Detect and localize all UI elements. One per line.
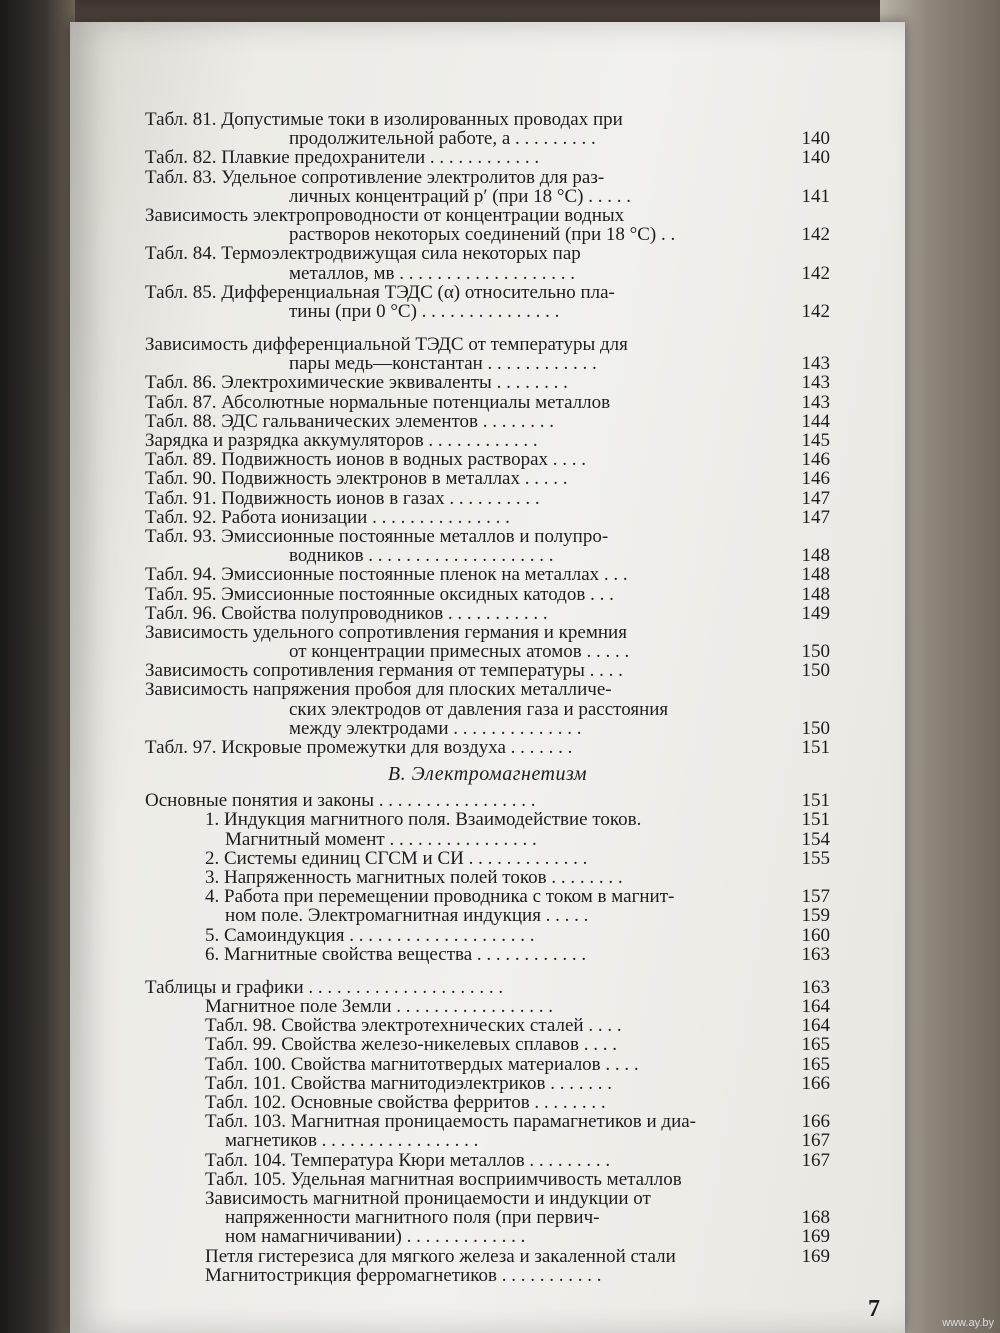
- toc-entry-title: 4. Работа при перемещении проводника с током в магнит-: [205, 886, 675, 908]
- toc-entry-title: личных концентраций p′ (при 18 °C) . . . . .: [289, 185, 631, 207]
- toc-entry: [145, 148, 830, 167]
- toc-entry-title: пары медь—константан . . . . . . . . . . . .: [289, 353, 597, 375]
- toc-entry-page: 146: [801, 468, 830, 490]
- toc-entry: [145, 1151, 830, 1170]
- toc-entry: [145, 719, 830, 738]
- toc-entry: [145, 849, 830, 868]
- toc-entry: [145, 431, 830, 450]
- toc-entry: [145, 791, 830, 810]
- toc-entry: [145, 830, 830, 849]
- toc-entry: [145, 1227, 830, 1246]
- toc-entry-page: 151: [801, 737, 830, 758]
- toc-entry-title: металлов, мв . . . . . . . . . . . . . . . . . . .: [289, 262, 576, 284]
- toc-entry-page: 146: [801, 449, 830, 471]
- toc-entry-page: 165: [801, 1053, 830, 1075]
- toc-entry-title: Табл. 81. Допустимые токи в изолированных проводах при: [145, 109, 623, 130]
- toc-entry-page: 157: [801, 886, 830, 908]
- toc-entry-page: 144: [801, 410, 830, 432]
- spacer: [145, 964, 830, 978]
- toc-entry-page: 164: [801, 996, 830, 1018]
- toc-entry-page: 140: [801, 128, 830, 150]
- toc-entry-title: ном поле. Электромагнитная индукция . . . . .: [225, 905, 589, 927]
- toc-entry-title: Табл. 88. ЭДС гальванических элементов . . . . . . . .: [145, 410, 555, 432]
- toc-entry: [145, 1266, 830, 1285]
- toc-entry: [145, 168, 830, 187]
- toc-entry-title: 1. Индукция магнитного поля. Взаимодействие токов.: [205, 809, 642, 831]
- toc-entry: [145, 1247, 830, 1266]
- toc-entry-page: 147: [801, 506, 830, 528]
- toc-entry-page: 167: [801, 1130, 830, 1152]
- toc-entry-page: 143: [801, 353, 830, 375]
- toc-entry: [145, 1170, 830, 1189]
- toc-entry-page: 141: [801, 185, 830, 207]
- toc-entry-title: Зарядка и разрядка аккумуляторов . . . . . . . . . . . .: [145, 430, 538, 451]
- toc-entry-page: 150: [801, 641, 830, 663]
- toc-entry-title: продолжительной работе, а . . . . . . . . .: [289, 128, 596, 150]
- toc-entry-title: Табл. 90. Подвижность электронов в металлах . . . . .: [145, 468, 568, 490]
- toc-entry-title: 6. Магнитные свойства вещества . . . . . . . . . . . .: [205, 943, 587, 965]
- toc-entry-page: 164: [801, 1015, 830, 1037]
- toc-entry-page: 142: [801, 224, 830, 246]
- toc-entry-title: тины (при 0 °C) . . . . . . . . . . . . . . .: [289, 300, 560, 322]
- toc-entry: [145, 1112, 830, 1131]
- toc-entry: [145, 187, 830, 206]
- spacer: [145, 321, 830, 335]
- watermark: www.ay.by: [942, 1317, 994, 1329]
- toc-entry-title: 5. Самоиндукция . . . . . . . . . . . . . . . . . . . .: [205, 924, 535, 946]
- toc-entry-page: 163: [801, 976, 830, 998]
- toc-entry: [145, 887, 830, 906]
- toc-entry: [145, 206, 830, 225]
- toc-entry-page: 168: [801, 1207, 830, 1229]
- toc-entry: [145, 546, 830, 565]
- toc-entry: [145, 585, 830, 604]
- toc-entry-page: 165: [801, 1034, 830, 1056]
- section-heading: В. Электромагнетизм: [387, 763, 588, 786]
- toc-entry: [145, 738, 830, 757]
- toc-entry: [145, 810, 830, 829]
- toc-entry-title: Табл. 101. Свойства магнитодиэлектриков . . . . . . .: [205, 1072, 613, 1094]
- toc-entry-title: Табл. 85. Дифференциальная ТЭДС (α) относительно пла-: [145, 281, 615, 303]
- toc-entry: [145, 393, 830, 412]
- toc-entry-title: Табл. 86. Электрохимические эквиваленты . . . . . . . .: [145, 372, 568, 394]
- toc-entry: [145, 302, 830, 321]
- toc-entry-title: от концентрации примесных атомов . . . . .: [289, 641, 630, 663]
- toc-entry: [145, 623, 830, 642]
- toc-entry: [145, 1035, 830, 1054]
- toc-entry-page: 166: [801, 1111, 830, 1133]
- toc-entry: [145, 129, 830, 148]
- toc-entry: [145, 1093, 830, 1112]
- toc-entry-page: 151: [801, 790, 830, 812]
- toc-entry-title: между электродами . . . . . . . . . . . . . .: [289, 717, 582, 739]
- toc-entry: [145, 642, 830, 661]
- table-of-contents: [145, 110, 830, 1285]
- toc-entry: [145, 373, 830, 392]
- toc-entry-title: Петля гистерезиса для мягкого железа и закаленной стали: [205, 1245, 676, 1267]
- toc-entry: [145, 868, 830, 887]
- toc-entry-page: 160: [801, 924, 830, 946]
- toc-entry-page: 167: [801, 1149, 830, 1171]
- toc-entry-title: Табл. 83. Удельное сопротивление электролитов для раз-: [145, 166, 605, 188]
- toc-entry-title: Табл. 89. Подвижность ионов в водных растворах . . . .: [145, 449, 587, 471]
- toc-entry-title: водников . . . . . . . . . . . . . . . . . . . .: [289, 545, 554, 567]
- toc-entry: [145, 450, 830, 469]
- toc-entry: [145, 604, 830, 623]
- toc-entry-page: 149: [801, 602, 830, 624]
- toc-entry-title: ном намагничивании) . . . . . . . . . . . . .: [225, 1226, 526, 1248]
- toc-entry-title: Табл. 94. Эмиссионные постоянные пленок на металлах . . .: [145, 564, 628, 586]
- toc-entry-title: Табл. 95. Эмиссионные постоянные оксидных катодов . . .: [145, 583, 614, 605]
- toc-entry-title: Зависимость напряжения пробоя для плоских металличе-: [145, 679, 612, 701]
- toc-entry: [145, 283, 830, 302]
- toc-entry: [145, 565, 830, 584]
- toc-entry: [145, 945, 830, 964]
- toc-entry-title: Табл. 87. Абсолютные нормальные потенциалы металлов: [145, 391, 611, 413]
- toc-entry-title: Зависимость электропроводности от концентрации водных: [145, 204, 625, 226]
- toc-entry-title: Табл. 105. Удельная магнитная восприимчивость металлов: [205, 1168, 682, 1190]
- toc-entry: [145, 110, 830, 129]
- toc-entry-title: Основные понятия и законы . . . . . . . . . . . . . . . . .: [145, 790, 536, 812]
- toc-entry-page: 143: [801, 391, 830, 413]
- toc-entry-title: Табл. 96. Свойства полупроводников . . . . . . . . . . .: [145, 602, 548, 624]
- toc-entry-page: 159: [801, 905, 830, 927]
- toc-entry-title: Табл. 99. Свойства железо-никелевых сплавов . . . .: [205, 1034, 617, 1056]
- toc-entry-page: 151: [801, 809, 830, 831]
- toc-entry: [145, 264, 830, 283]
- toc-entry-page: 148: [801, 564, 830, 586]
- toc-entry-page: 150: [801, 660, 830, 682]
- toc-entry-page: 169: [801, 1245, 830, 1267]
- toc-entry-page: 169: [801, 1226, 830, 1248]
- page-number: 7: [868, 1296, 880, 1322]
- toc-entry-title: растворов некоторых соединений (при 18 °C) . .: [289, 224, 676, 246]
- toc-entry-page: 155: [801, 847, 830, 869]
- toc-entry-title: Табл. 93. Эмиссионные постоянные металлов и полупро-: [145, 525, 609, 547]
- toc-entry-title: Магнитное поле Земли . . . . . . . . . . . . . . . . .: [205, 996, 554, 1018]
- toc-entry-page: 147: [801, 487, 830, 509]
- toc-entry-title: Табл. 98. Свойства электротехнических сталей . . . .: [205, 1015, 622, 1037]
- toc-entry: [145, 1189, 830, 1208]
- toc-entry-page: 166: [801, 1072, 830, 1094]
- toc-entry: [145, 680, 830, 699]
- toc-entry-title: 3. Напряженность магнитных полей токов . . . . . . . .: [205, 866, 623, 888]
- toc-entry-page: 145: [801, 430, 830, 451]
- toc-entry-page: 163: [801, 943, 830, 965]
- toc-entry-page: 142: [801, 262, 830, 284]
- toc-entry: [145, 489, 830, 508]
- toc-entry: [145, 906, 830, 925]
- toc-entry: [145, 1055, 830, 1074]
- toc-entry-page: 140: [801, 147, 830, 169]
- toc-entry: [145, 700, 830, 719]
- toc-entry-title: 2. Системы единиц СГСМ и СИ . . . . . . . . . . . . .: [205, 847, 588, 869]
- toc-entry-page: 143: [801, 372, 830, 394]
- toc-entry-title: Табл. 92. Работа ионизации . . . . . . . . . . . . . . .: [145, 506, 510, 528]
- toc-entry: [145, 225, 830, 244]
- toc-entry: [145, 1016, 830, 1035]
- toc-entry: [145, 1131, 830, 1150]
- toc-entry-page: 150: [801, 717, 830, 739]
- toc-entry-page: 154: [801, 828, 830, 850]
- toc-entry-title: Табл. 97. Искровые промежутки для воздуха . . . . . . .: [145, 737, 573, 758]
- toc-entry-title: ских электродов от давления газа и расстояния: [289, 698, 669, 720]
- toc-entry: [145, 661, 830, 680]
- toc-entry-title: Магнитострикция ферромагнетиков . . . . . . . . . . .: [205, 1264, 602, 1286]
- toc-entry: [145, 997, 830, 1016]
- toc-entry-title: Магнитный момент . . . . . . . . . . . . . . . .: [225, 828, 537, 850]
- toc-entry: [145, 1074, 830, 1093]
- toc-entry-title: Зависимость удельного сопротивления германия и кремния: [145, 621, 627, 643]
- toc-entry-title: Табл. 103. Магнитная проницаемость парамагнетиков и диа-: [205, 1111, 697, 1133]
- toc-entry: [145, 412, 830, 431]
- toc-entry: [145, 244, 830, 263]
- toc-entry-title: Табл. 84. Термоэлектродвижущая сила некоторых пар: [145, 243, 581, 265]
- toc-entry-title: Зависимость магнитной проницаемости и индукции от: [205, 1187, 651, 1209]
- toc-entry: [145, 1208, 830, 1227]
- toc-entry-title: Табл. 100. Свойства магнитотвердых материалов . . . .: [205, 1053, 639, 1075]
- toc-entry-title: Табл. 91. Подвижность ионов в газах . . . . . . . . . .: [145, 487, 540, 509]
- toc-entry-title: Табл. 102. Основные свойства ферритов . . . . . . . .: [205, 1092, 606, 1113]
- toc-entry-page: 148: [801, 583, 830, 605]
- toc-entry-title: Таблицы и графики . . . . . . . . . . . . . . . . . . . . .: [145, 976, 504, 998]
- toc-entry: [145, 926, 830, 945]
- toc-entry-title: магнетиков . . . . . . . . . . . . . . . . .: [225, 1130, 479, 1152]
- toc-entry-page: 148: [801, 545, 830, 567]
- toc-entry-title: Зависимость дифференциальной ТЭДС от температуры для: [145, 334, 628, 356]
- toc-entry: [145, 508, 830, 527]
- toc-entry-title: Зависимость сопротивления германия от температуры . . . .: [145, 660, 623, 682]
- toc-entry-page: 142: [801, 300, 830, 322]
- toc-entry-title: Табл. 82. Плавкие предохранители . . . . . . . . . . . .: [145, 147, 540, 169]
- toc-entry: [145, 978, 830, 997]
- toc-entry: [145, 335, 830, 354]
- toc-entry: [145, 354, 830, 373]
- background-left: [0, 0, 75, 1333]
- toc-entry: [145, 527, 830, 546]
- toc-entry: [145, 469, 830, 488]
- toc-entry-title: Табл. 104. Температура Кюри металлов . . . . . . . . .: [205, 1149, 611, 1171]
- toc-entry-title: напряженности магнитного поля (при первич-: [225, 1207, 600, 1229]
